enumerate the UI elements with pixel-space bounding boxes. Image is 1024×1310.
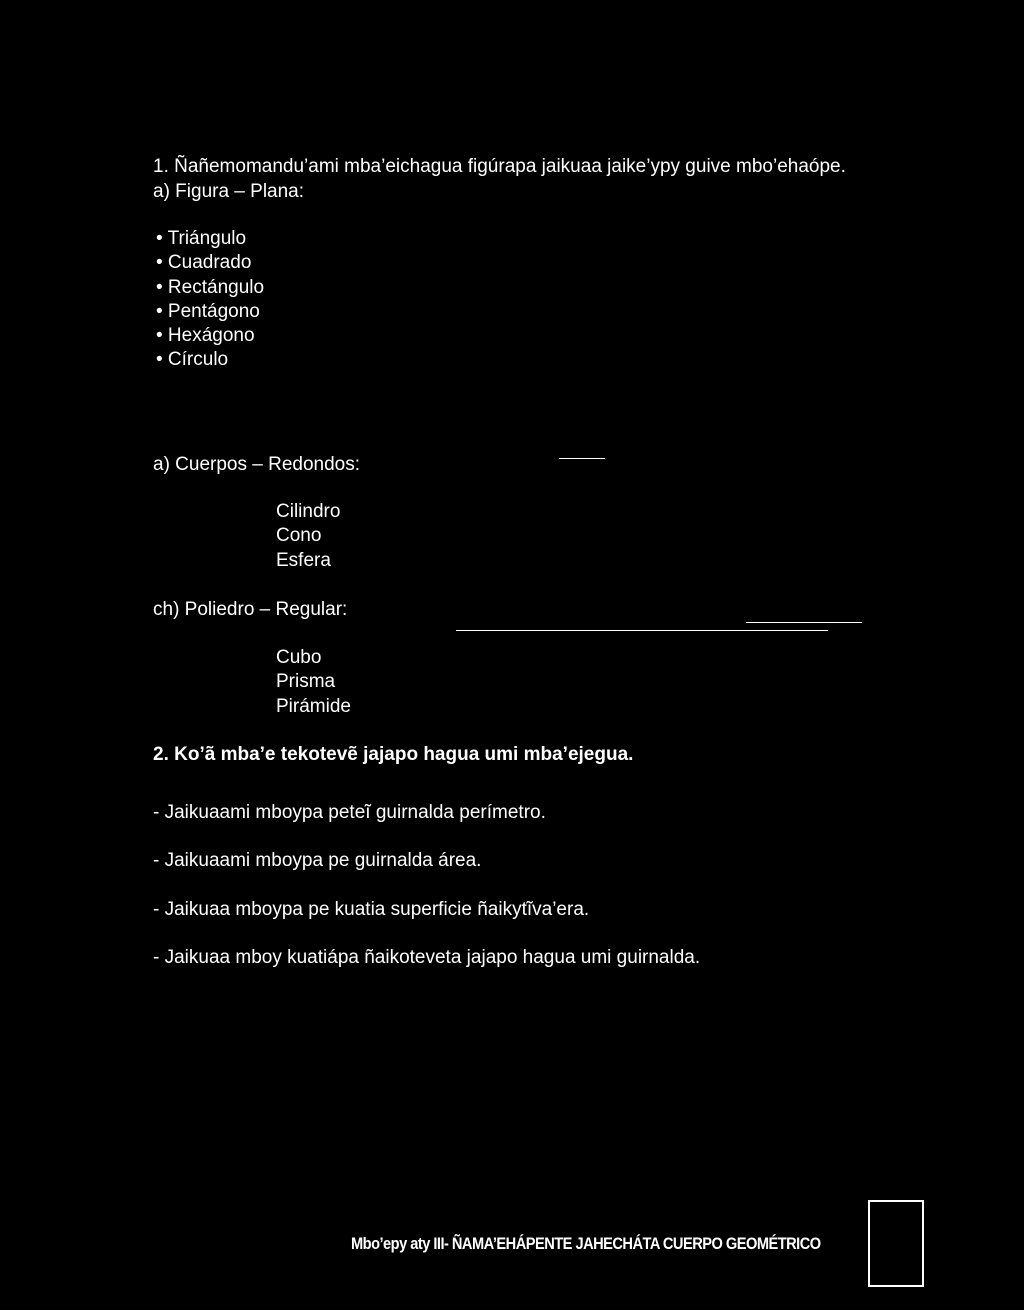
section-round-bodies-heading: a) Cuerpos – Redondos:	[153, 454, 361, 475]
task-item: - Jaikuaa mboypa pe kuatia superficie ñaikytĩva’era.	[153, 899, 590, 920]
exercise1-instruction: 1. Ñañemomandu’ami mba’eichagua figúrapa jaikuaa jaike’ypy guive mbo’ehaópe.	[153, 156, 846, 177]
task-item: - Jaikuaa mboy kuatiápa ñaikoteveta jajapo hagua umi guirnalda.	[153, 947, 701, 968]
list-item: • Círculo	[156, 349, 229, 371]
section-plane-figures-heading: a) Figura – Plana:	[153, 181, 305, 202]
divider-line	[456, 630, 828, 631]
page-number-box	[868, 1200, 924, 1287]
section-regular-polyhedra-heading: ch) Poliedro – Regular:	[153, 599, 348, 620]
exercise2-heading: 2. Ko’ã mba’e tekotevẽ jajapo hagua umi mba’ejegua.	[153, 744, 634, 765]
divider-line	[746, 622, 862, 623]
list-item: • Triángulo	[156, 228, 247, 249]
list-item: Pirámide	[276, 695, 351, 717]
round-bodies-list	[276, 500, 340, 573]
divider-line	[559, 458, 605, 459]
list-item: Esfera	[276, 549, 331, 571]
task-item: - Jaikuaami mboypa peteĩ guirnalda perímetro.	[153, 802, 546, 823]
task-item: - Jaikuaami mboypa pe guirnalda área.	[153, 850, 482, 871]
list-item: Cilindro	[276, 501, 341, 522]
list-item: Cubo	[276, 647, 322, 668]
plane-figures-list	[156, 227, 264, 373]
list-item: • Pentágono	[156, 300, 260, 322]
list-item: Prisma	[276, 671, 336, 693]
footer-unit-title: Mbo’epy aty III- ÑAMA’EHÁPENTE JAHECHÁTA CUERPO GEOMÉTRICO	[351, 1234, 821, 1253]
list-item: Cono	[276, 525, 322, 547]
list-item: • Cuadrado	[156, 252, 252, 274]
list-item: • Rectángulo	[156, 276, 265, 298]
list-item: • Hexágono	[156, 325, 255, 347]
regular-polyhedra-list	[276, 646, 351, 719]
